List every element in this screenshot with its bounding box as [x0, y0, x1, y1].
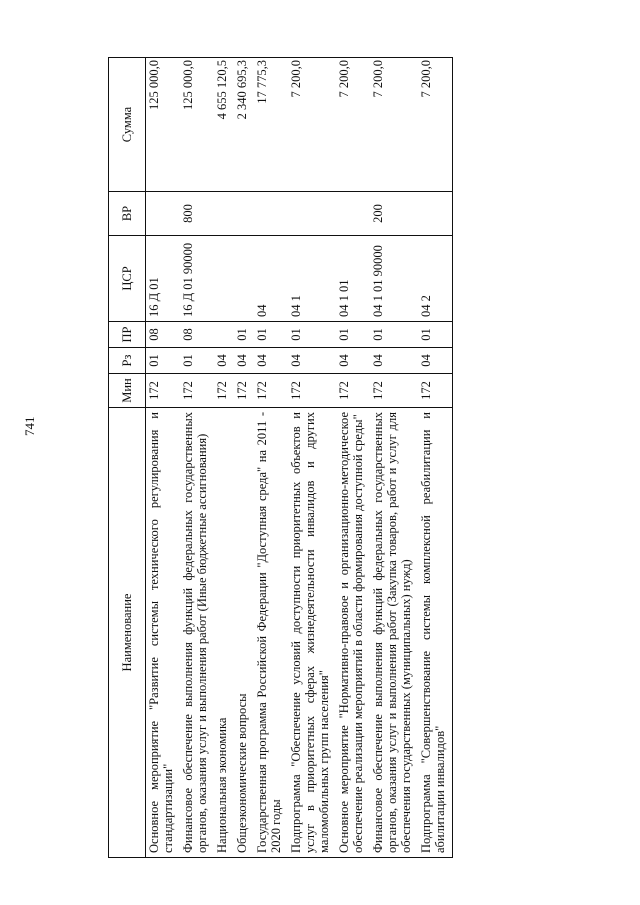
header-vr: ВР	[109, 192, 146, 236]
cell-csr	[234, 236, 254, 322]
table-row	[418, 58, 453, 858]
cell-csr: 04 2	[418, 236, 453, 322]
table-row	[214, 58, 234, 858]
cell-sum: 125 000,0	[180, 58, 214, 192]
cell-min: 172	[288, 374, 336, 408]
cell-min: 172	[180, 374, 214, 408]
cell-sum: 4 655 120,5	[214, 58, 234, 192]
cell-pr: 01	[234, 322, 254, 348]
cell-name: Национальная экономика	[214, 408, 234, 858]
header-min: Мин	[109, 374, 146, 408]
cell-csr: 04 1 01 90000	[370, 236, 418, 322]
cell-vr	[336, 192, 370, 236]
header-pr: ПР	[109, 322, 146, 348]
cell-vr	[254, 192, 288, 236]
table-row	[336, 58, 370, 858]
table-row	[180, 58, 214, 858]
cell-pr: 01	[336, 322, 370, 348]
header-rz: Рз	[109, 348, 146, 374]
cell-sum: 2 340 695,3	[234, 58, 254, 192]
cell-csr: 16 Д 01 90000	[180, 236, 214, 322]
cell-name: Финансовое обеспечение выполнения функций федеральных государственных органов, оказания услуг и выполнения работ (Закупка товаров, работ и услуг для обеспечения государственных (муниципальных) нужд)	[370, 408, 418, 858]
header-name: Наименование	[109, 408, 146, 858]
cell-csr: 04 1	[288, 236, 336, 322]
cell-sum: 125 000,0	[146, 58, 181, 192]
cell-min: 172	[370, 374, 418, 408]
cell-pr: 01	[418, 322, 453, 348]
cell-vr: 200	[370, 192, 418, 236]
cell-csr	[214, 236, 234, 322]
cell-vr	[234, 192, 254, 236]
cell-min: 172	[214, 374, 234, 408]
table-row	[288, 58, 336, 858]
cell-pr: 01	[288, 322, 336, 348]
cell-pr: 01	[254, 322, 288, 348]
cell-csr: 04 1 01	[336, 236, 370, 322]
header-csr: ЦСР	[109, 236, 146, 322]
page-number: 741	[22, 416, 37, 436]
cell-csr: 16 Д 01	[146, 236, 181, 322]
cell-sum: 7 200,0	[336, 58, 370, 192]
table-header	[109, 58, 146, 858]
cell-rz: 04	[254, 348, 288, 374]
cell-sum: 7 200,0	[370, 58, 418, 192]
cell-pr: 08	[180, 322, 214, 348]
cell-name: Подпрограмма "Совершенствование системы комплексной реабилитации и абилитации инвалидов"	[418, 408, 453, 858]
cell-rz: 01	[146, 348, 181, 374]
cell-min: 172	[146, 374, 181, 408]
table-row	[370, 58, 418, 858]
cell-name: Основное мероприятие "Развитие системы технического регулирования и стандартизации"	[146, 408, 181, 858]
budget-table-rotated-view	[108, 58, 594, 858]
cell-rz: 04	[234, 348, 254, 374]
cell-min: 172	[336, 374, 370, 408]
cell-name: Государственная программа Российской Федерации "Доступная среда" на 2011 - 2020 годы	[254, 408, 288, 858]
cell-min: 172	[418, 374, 453, 408]
cell-pr: 01	[370, 322, 418, 348]
cell-min: 172	[254, 374, 288, 408]
cell-vr	[214, 192, 234, 236]
cell-name: Общеэкономические вопросы	[234, 408, 254, 858]
budget-table	[108, 57, 453, 858]
cell-sum: 17 775,3	[254, 58, 288, 192]
cell-vr	[146, 192, 181, 236]
cell-name: Основное мероприятие "Нормативно-правовое и организационно-методическое обеспечение реализации мероприятий в области формирования доступной среды"	[336, 408, 370, 858]
table-row	[146, 58, 181, 858]
cell-csr: 04	[254, 236, 288, 322]
cell-name: Подпрограмма "Обеспечение условий доступности приоритетных объектов и услуг в приоритетных сферах жизнедеятельности инвалидов и других маломобильных групп населения"	[288, 408, 336, 858]
cell-vr	[418, 192, 453, 236]
cell-sum: 7 200,0	[418, 58, 453, 192]
cell-rz: 01	[180, 348, 214, 374]
cell-rz: 04	[214, 348, 234, 374]
cell-rz: 04	[288, 348, 336, 374]
cell-sum: 7 200,0	[288, 58, 336, 192]
table-row	[234, 58, 254, 858]
cell-min: 172	[234, 374, 254, 408]
cell-vr: 800	[180, 192, 214, 236]
cell-rz: 04	[418, 348, 453, 374]
cell-pr	[214, 322, 234, 348]
header-sum: Сумма	[109, 58, 146, 192]
cell-vr	[288, 192, 336, 236]
cell-rz: 04	[370, 348, 418, 374]
cell-rz: 04	[336, 348, 370, 374]
cell-name: Финансовое обеспечение выполнения функций федеральных государственных органов, оказания услуг и выполнения работ (Иные бюджетные ассигнования)	[180, 408, 214, 858]
cell-pr: 08	[146, 322, 181, 348]
table-row	[254, 58, 288, 858]
table-body	[146, 58, 453, 858]
